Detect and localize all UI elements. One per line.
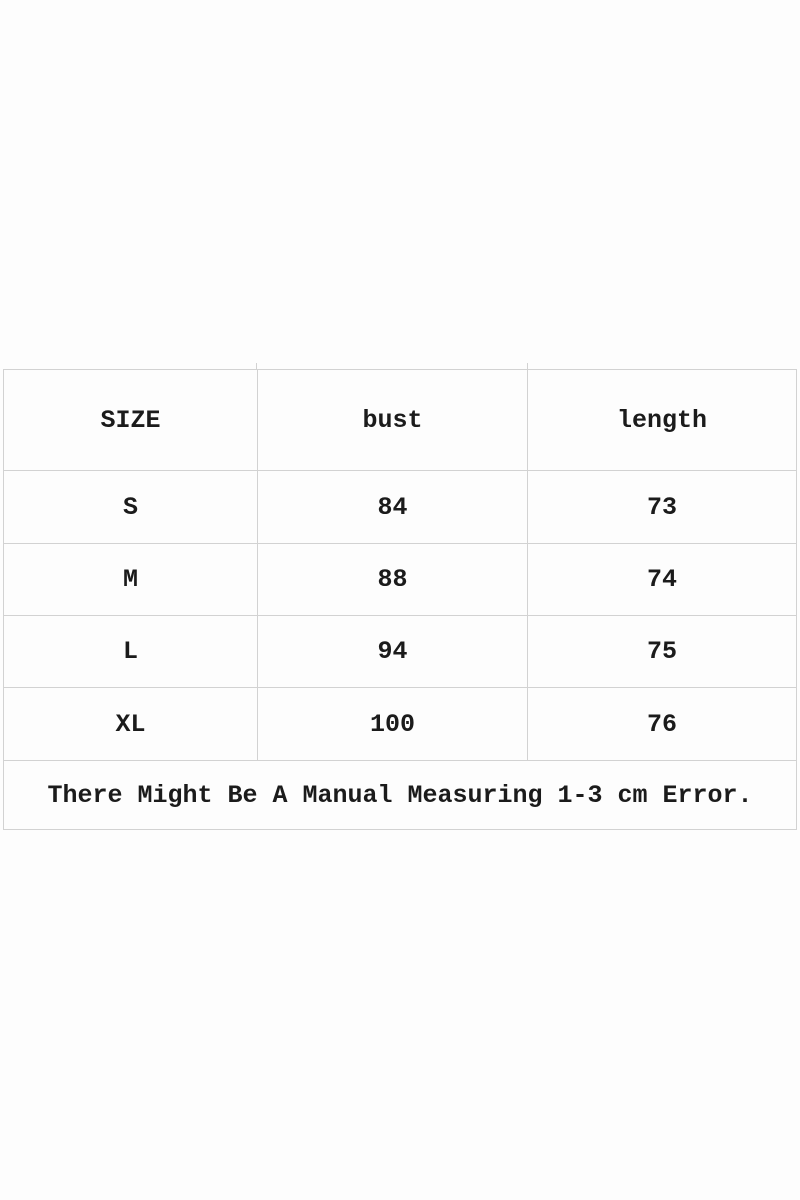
length-cell: 74 xyxy=(528,544,797,616)
size-cell: L xyxy=(4,616,258,688)
bust-cell: 94 xyxy=(258,616,528,688)
table-header-row xyxy=(4,370,797,471)
size-cell: M xyxy=(4,544,258,616)
bust-cell: 84 xyxy=(258,471,528,544)
table-note-row xyxy=(4,761,797,830)
table-row-s xyxy=(4,471,797,544)
table-row-xl xyxy=(4,688,797,761)
length-cell: 73 xyxy=(528,471,797,544)
header-cell-length: length xyxy=(528,370,797,471)
length-cell: 75 xyxy=(528,616,797,688)
table-row-l xyxy=(4,616,797,688)
header-cell-bust: bust xyxy=(258,370,528,471)
length-cell: 76 xyxy=(528,688,797,761)
bust-cell: 88 xyxy=(258,544,528,616)
note-cell: There Might Be A Manual Measuring 1-3 cm Error. xyxy=(4,761,797,830)
header-cell-size: SIZE xyxy=(4,370,258,471)
table-row-m xyxy=(4,544,797,616)
bust-cell: 100 xyxy=(258,688,528,761)
size-cell: S xyxy=(4,471,258,544)
size-chart-table xyxy=(3,369,797,830)
size-cell: XL xyxy=(4,688,258,761)
